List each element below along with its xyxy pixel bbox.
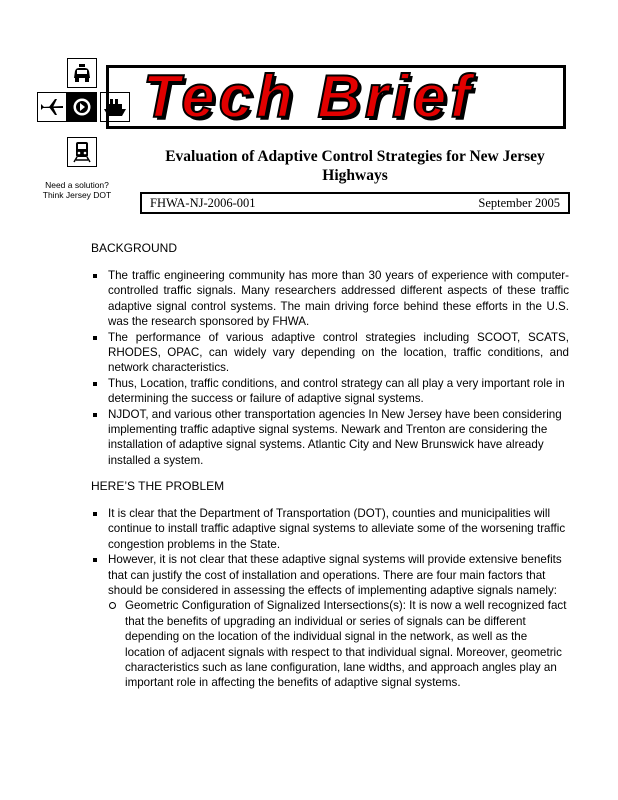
banner-title: Tech Brief — [143, 65, 475, 129]
background-list — [91, 268, 569, 468]
tagline-line: Need a solution? — [45, 180, 109, 190]
list-item: Thus, Location, traffic conditions, and control strategy can all play a very important role in determining the success or failure of adaptive signal systems. — [91, 376, 569, 407]
document-title: Evaluation of Adaptive Control Strategies for New Jersey Highways — [165, 148, 545, 184]
tagline — [36, 180, 118, 200]
taxi-icon — [67, 58, 97, 88]
problem-list — [91, 506, 569, 691]
section-heading-problem: HERE’S THE PROBLEM — [91, 479, 225, 493]
list-item-text: However, it is not clear that these adaptive signal systems will provide extensive benefits that can justify the cost of installation and operations. There are four main factors that should be considered in assessing the effects of implementing adaptive signals namely: — [108, 553, 562, 598]
sub-list — [108, 598, 569, 690]
report-date: September 2005 — [478, 196, 560, 210]
airplane-icon — [37, 92, 67, 122]
list-item: The traffic engineering community has more than 30 years of experience with computer-controlled traffic signals. Many researchers addressed different aspects of these traffic adaptive signal control systems. The main driving force behind these efforts in the U.S. was the research sponsored by FHWA. — [91, 268, 569, 330]
list-item: The performance of various adaptive control strategies including SCOOT, SCATS, RHODES, OPAC, can widely vary depending on the location, traffic conditions, and network characteristics. — [91, 330, 569, 376]
road-sign-icon — [67, 92, 97, 122]
tagline-line: Think Jersey DOT — [42, 190, 112, 200]
train-icon — [67, 137, 97, 167]
tech-brief-banner — [106, 65, 566, 129]
section-heading-background: BACKGROUND — [91, 241, 178, 255]
report-number: FHWA-NJ-2006-001 — [150, 196, 256, 210]
list-item: It is clear that the Department of Transportation (DOT), counties and municipalities will continue to install traffic adaptive signal systems to alleviate some of the worsening traffic congestion problems in the State. — [91, 506, 569, 552]
sub-list-item: Geometric Configuration of Signalized Intersections(s): It is now a well recognized fact that the benefits of upgrading an individual or series of signals can be different depending on the location of the individual signal in the network, as well as the location of adjacent signals with respect to that individual signal. Moreover, geometric characteristics such as lane configuration, lane widths, and approach angles play an important role in affecting the benefits of adaptive signal systems. — [108, 598, 569, 690]
report-id-bar — [140, 192, 570, 214]
list-item: NJDOT, and various other transportation agencies In New Jersey have been considering implementing traffic adaptive signal systems. Newark and Trenton are considering the installation of adaptive signal systems. Atlantic City and New Brunswick have already installed a system. — [91, 407, 569, 469]
list-item — [91, 552, 569, 691]
